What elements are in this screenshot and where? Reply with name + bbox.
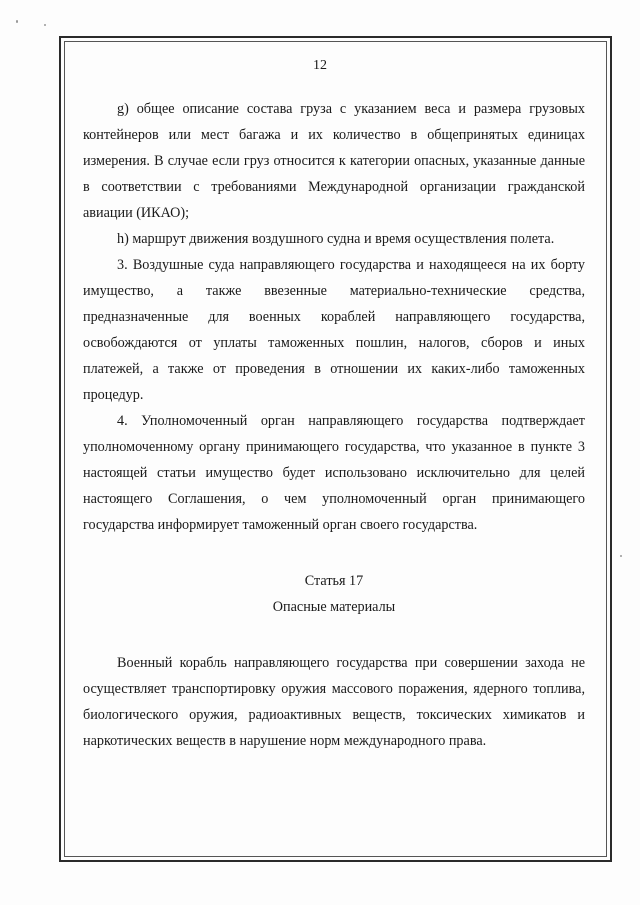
paragraph-cargo-description: g) общее описание состава груза с указанием веса и размера грузовых контейнеров или мест багажа и их количество в общепринятых единицах измерения. В случае если груз относится к категории опасных, указанные данные в соответствии с требованиями Международной организации гражданской авиации (ИКАО); — [83, 101, 585, 221]
article-body: Военный корабль направляющего государства при совершении захода не осуществляет транспортировку оружия массового поражения, ядерного топлива, биологического оружия, радиоактивных веществ, токсических химикатов и наркотических веществ в нарушение норм международного права. — [83, 655, 585, 749]
scan-speck — [620, 555, 622, 557]
scan-speck — [44, 24, 46, 26]
paragraph-flight-route: h) маршрут движения воздушного судна и время осуществления полета. — [117, 231, 555, 247]
scan-speck — [16, 20, 18, 23]
article-number: Статья 17 — [304, 573, 364, 589]
paragraph-authority-confirmation: 4. Уполномоченный орган направляющего государства подтверждает уполномоченному органу принимающего государства, что указанное в пункте 3 настоящей статьи имущество будет использовано исключительно для целей настоящего Соглашения, о чем уполномоченный орган принимающего государства информирует таможенный орган своего государства. — [83, 413, 585, 533]
article-title: Опасные материалы — [272, 599, 396, 615]
document-body — [83, 96, 585, 754]
article-17 — [83, 568, 585, 754]
paragraph-customs-exemption: 3. Воздушные суда направляющего государства и находящееся на их борту имущество, а также ввезенные материально-технические средства, предназначенные для военных кораблей направляющего государства, освобождаются от уплаты таможенных пошлин, налогов, сборов и иных платежей, а также от проведения в отношении их каких-либо таможенных процедур. — [83, 257, 585, 403]
page-number: 12 — [313, 58, 327, 73]
